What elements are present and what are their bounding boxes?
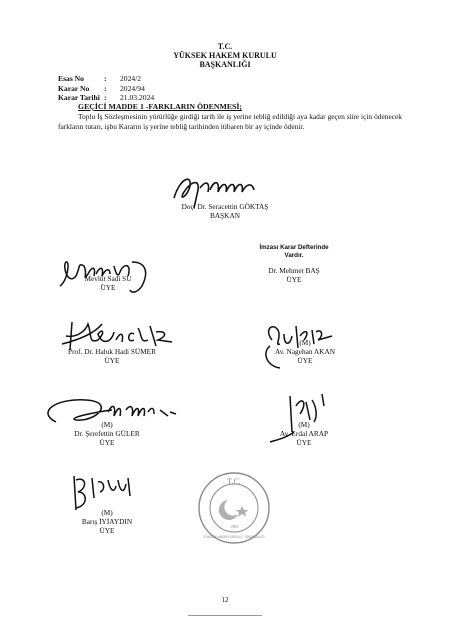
- signature-block-akan: [258, 338, 352, 365]
- signature-block-president: [140, 202, 310, 220]
- guler-role: ÜYE: [99, 438, 115, 447]
- note-line2: Vardır.: [284, 252, 304, 259]
- arap-name: Av. Erdal ARAP: [279, 429, 329, 438]
- signature-block-su: [60, 274, 156, 292]
- page-number: 12: [221, 596, 229, 604]
- akan-name: Av. Nagehan AKAN: [275, 347, 335, 356]
- meta-value: 2024/2: [120, 74, 142, 83]
- su-role: ÜYE: [100, 283, 116, 292]
- signature-block-arap: [264, 420, 344, 447]
- section-title: GEÇİCİ MADDE 1 -FARKLARIN ÖDENMESİ;: [78, 102, 243, 111]
- meta-label: Karar No: [58, 83, 90, 93]
- seal-ring-text: YÜKSEK HAKEM KURULU · BAŞKANLIĞI: [203, 535, 265, 539]
- signature-note: [244, 244, 344, 260]
- president-role: BAŞKAN: [209, 211, 240, 220]
- seal-top-text: T.C.: [227, 477, 241, 486]
- guler-prefix: (M): [101, 420, 113, 429]
- meta-colon: :: [104, 74, 107, 83]
- header-tc: T.C.: [217, 42, 233, 51]
- signature-block-sumer: [52, 347, 172, 365]
- header-presidency: BAŞKANLIĞI: [199, 60, 251, 69]
- meta-value: 2024/94: [120, 83, 145, 93]
- meta-label: Esas No: [58, 74, 84, 83]
- meta-colon: :: [104, 93, 107, 102]
- meta-karar-no: [58, 84, 145, 94]
- bas-role: ÜYE: [286, 275, 302, 284]
- arap-role: ÜYE: [296, 438, 312, 447]
- akan-prefix: (M): [299, 338, 311, 347]
- seal-year: 1983: [230, 524, 238, 529]
- iyiaydin-name: Barış İYİAYDIN: [81, 517, 133, 526]
- meta-colon: :: [104, 83, 107, 93]
- section-text: Toplu İş Sözleşmesinin yürürlüğe girdiği tarih ile iş yerine tebliğ edildiği aya kadar geçen süre için ödenecek farkların tutarı, işbu Kararın iş yerine tebliğ tarihinden itibaren bir ay içinde ödenir.: [58, 112, 402, 132]
- footer-rule: [188, 615, 262, 616]
- guler-name: Dr. Şerefettin GÜLER: [74, 429, 140, 438]
- arap-prefix: (M): [298, 420, 310, 429]
- president-name: Doç. Dr. Seracettin GÖKTAŞ: [181, 202, 269, 211]
- meta-label: Karar Tarihi: [58, 93, 100, 102]
- iyiaydin-role: ÜYE: [99, 526, 115, 535]
- su-name: Mevlüt Sadi SU: [84, 274, 132, 283]
- akan-role: ÜYE: [297, 356, 313, 365]
- note-line1: İmzası Karar Defterinde: [259, 244, 329, 251]
- sumer-name: Prof. Dr. Haluk Hadi SÜMER: [68, 347, 156, 356]
- sumer-role: ÜYE: [104, 356, 120, 365]
- official-seal: [196, 470, 272, 546]
- meta-esas-no: [58, 74, 141, 84]
- meta-value: 21.03.2024: [120, 93, 155, 102]
- signature-block-iyiaydin: [62, 508, 152, 535]
- bas-name: Dr. Mehmet BAŞ: [268, 266, 320, 275]
- header-board: YÜKSEK HAKEM KURULU: [173, 51, 277, 60]
- signature-block-bas: [244, 266, 344, 284]
- iyiaydin-prefix: (M): [101, 508, 113, 517]
- signature-block-guler: [52, 420, 162, 447]
